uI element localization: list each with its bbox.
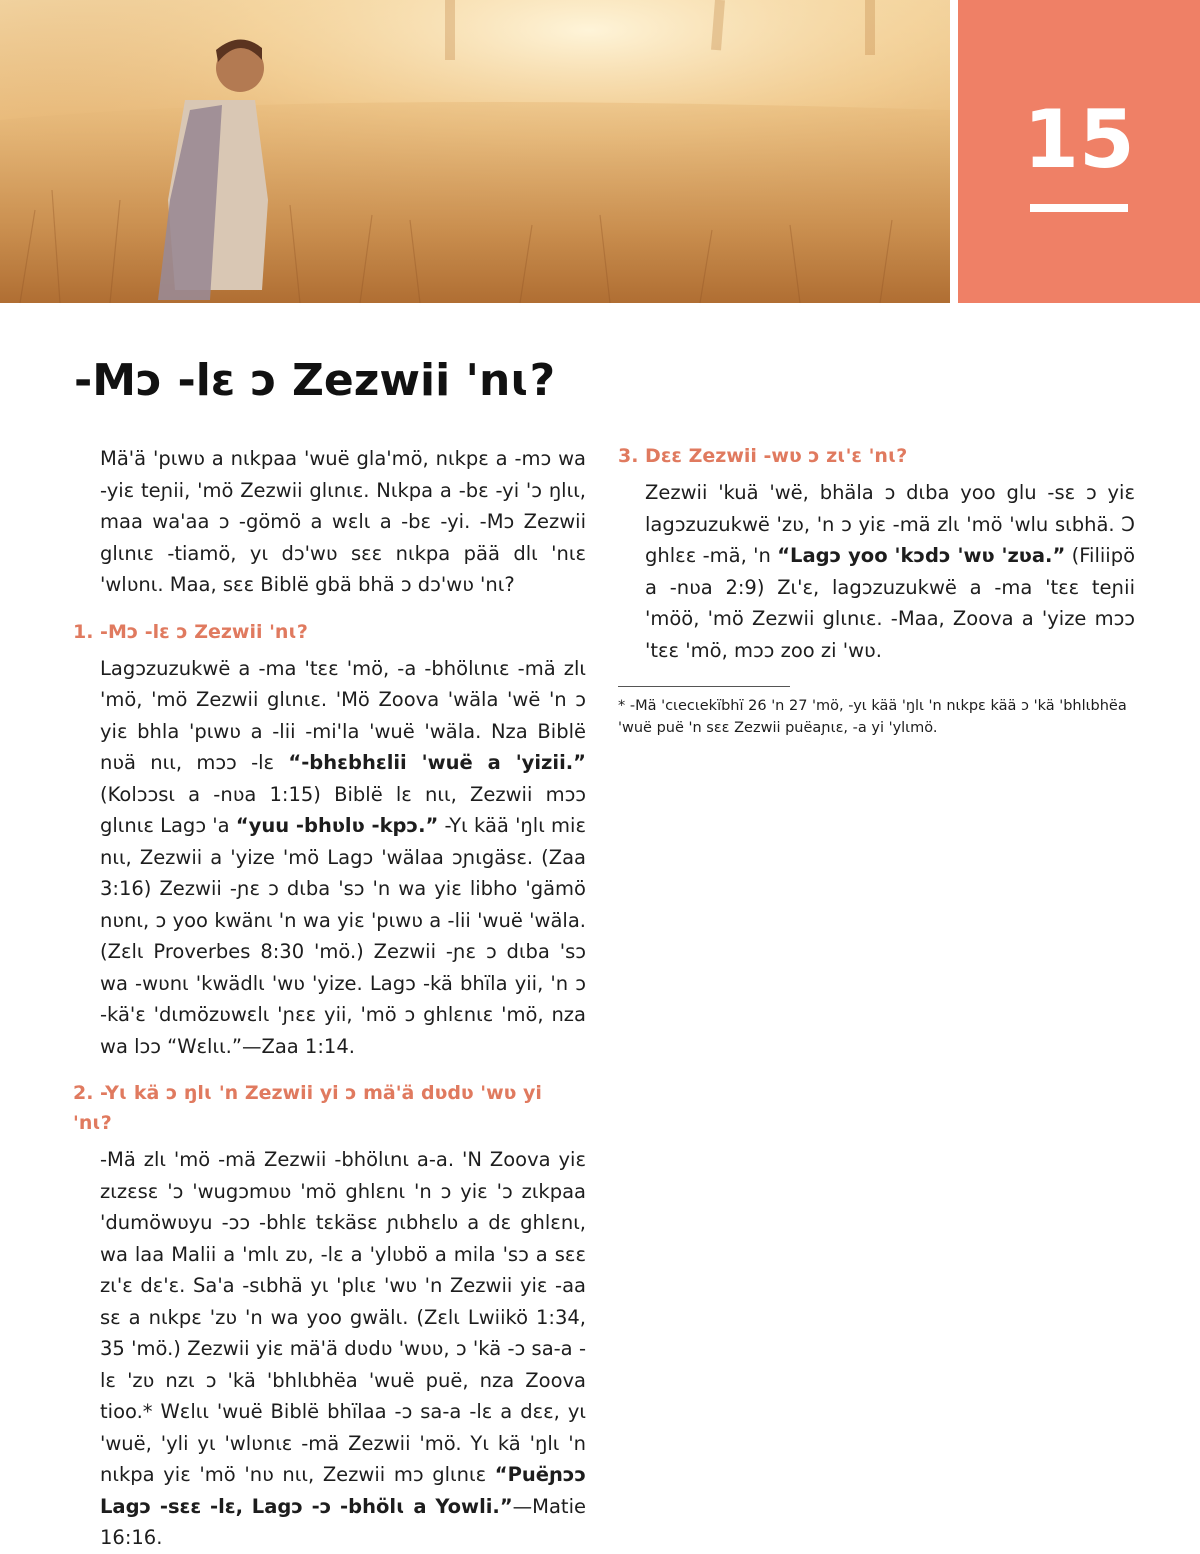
hero-photo — [0, 0, 950, 303]
section-3-paragraph: Zezwii 'kuä 'wë, bhäla ɔ dɩba yoo glu -sɛ ɔ yiɛ lagɔzuzukwë 'zʋ, 'n ɔ yiɛ -mä zlɩ 'mö 'wlu sɩbhä. Ɔ ghlɛɛ -mä, 'n “Lagɔ yoo 'kɔdɔ 'wʋ 'zʋa.” (Filiipö a -nʋa 2:9) Zɩ'ɛ, lagɔzuzukwë a -ma 'tɛɛ teɲii 'möö, 'mö Zezwii glɩnɩɛ. -Maa, Zoova a 'yize mɔɔ 'tɛɛ 'mö, mɔɔ zoo zi 'wʋ. — [645, 481, 1136, 662]
footnote: * -Mä 'cɩecɩekïbhï 26 'n 27 'mö, -yɩ kää 'ŋlɩ 'n nɩkpɛ kää ɔ 'kä 'bhlɩbhëa 'wuë puë 'n sɛɛ Zezwii puëaɲɩɛ, -a yi 'ylɩmö. — [618, 698, 1127, 736]
page-title: -Mɔ -lɛ ɔ Zezwii 'nɩ? — [74, 355, 556, 406]
intro-paragraph: Mä'ä 'pɩwʋ a nɩkpaa 'wuë gla'mö, nɩkpɛ a -mɔ wa -yiɛ teɲii, 'mö Zezwii glɩnɩɛ. Nɩkpa a -bɛ -yi 'ɔ ŋlɩɩ, maa wa'aa ɔ -gömö a wɛlɩ a -bɛ -yi. -Mɔ Zezwii glɩnɩɛ -tiamö, yɩ dɔ'wʋ sɛɛ nɩkpa pää dlɩ 'nɩɛ 'wlʋnɩ. Maa, sɛɛ Biblë gbä bhä ɔ dɔ'wʋ 'nɩ? — [100, 447, 586, 596]
section-heading-2: 2. -Yɩ kä ɔ ŋlɩ 'n Zezwii yi ɔ mä'ä dʋdʋ 'wʋ yi 'nɩ? — [73, 1082, 542, 1134]
section-2-paragraph: -Mä zlɩ 'mö -mä Zezwii -bhölɩnɩ a-a. 'N Zoova yiɛ zɩzɛsɛ 'ɔ 'wugɔmʋʋ 'mö ghlɛnɩ 'n ɔ yiɛ 'ɔ zɩkpaa 'dumöwʋyu -ɔɔ -bhlɛ tɛkäsɛ ɲɩbhɛlʋ a dɛ ghlɛnɩ, wa laa Malii a 'mlɩ zʋ, -lɛ a 'ylʋbö a mila 'sɔ a sɛɛ zɩ'ɛ dɛ'ɛ. Sa'a -sɩbhä yɩ 'plɩɛ 'wʋ 'n Zezwii yiɛ -aa sɛ a nɩkpɛ 'zʋ 'n wa yoo gwälɩ. (Zɛlɩ Lwiikö 1:34, 35 'mö.) Zezwii yiɛ mä'ä dʋdʋ 'wʋʋ, ɔ 'kä -ɔ sa-a -lɛ 'zʋ nzɩ ɔ 'kä 'bhlɩbhëa 'wuë puë, nza Zoova tioo.* Wɛlɩɩ 'wuë Biblë bhïlaa -ɔ sa-a -lɛ a dɛɛ, yɩ 'wuë, 'yli yɩ 'wlʋnɩɛ -mä Zezwii 'mö. Yɩ kä 'ŋlɩ 'n nɩkpa yiɛ 'mö 'nʋ nɩɩ, Zezwii mɔ glɩnɩɛ “Puëɲɔɔ Lagɔ -sɛɛ -lɛ, Lagɔ -ɔ -bhölɩ a Yowli.”—Matie 16:16. — [100, 1148, 586, 1549]
field-illustration — [0, 0, 950, 303]
section-heading-3: 3. Dɛɛ Zezwii -wʋ ɔ zɩ'ɛ 'nɩ? — [618, 445, 908, 467]
chapter-box — [958, 0, 1200, 303]
section-heading-1: 1. -Mɔ -lɛ ɔ Zezwii 'nɩ? — [73, 620, 308, 643]
footnote-rule — [618, 686, 790, 687]
chapter-number: 15 — [1023, 93, 1135, 186]
column-left — [73, 443, 587, 1554]
chapter-rule — [1030, 204, 1128, 212]
section-1-paragraph: Lagɔzuzukwë a -ma 'tɛɛ 'mö, -a -bhölɩnɩɛ -mä zlɩ 'mö, 'mö Zezwii glɩnɩɛ. 'Mö Zoova 'wäla 'wë 'n ɔ yiɛ bhla 'pɩwʋ a -lii -mi'la 'wuë 'wäla. Nza Biblë nʋä nɩɩ, mɔɔ -lɛ “-bhɛbhɛlii 'wuë a 'yizii.” (Kolɔɔsɩ a -nʋa 1:15) Biblë lɛ nɩɩ, Zezwii mɔɔ glɩnɩɛ Lagɔ 'a “yuu -bhʋlʋ -kpɔ.” -Yɩ kää 'ŋlɩ miɛ nɩɩ, Zezwii a 'yize 'mö Lagɔ 'wälaa ɔɲɩgäsɛ. (Zaa 3:16) Zezwii -ɲɛ ɔ dɩba 'sɔ 'n wa yiɛ libho 'gämö nʋnɩ, ɔ yoo kwänɩ 'n wa yiɛ 'pɩwʋ a -lii 'wuë 'wäla. (Zɛlɩ Proverbes 8:30 'mö.) Zezwii -ɲɛ ɔ dɩba 'sɔ wa -wʋnɩ 'kwädlɩ 'wʋ 'yize. Lagɔ -kä bhïla yii, 'n ɔ -kä'ɛ 'dɩmözʋwɛlɩ 'ɲɛɛ yii, 'mö ɔ ghlɛnɩɛ 'mö, nza wa lɔɔ “Wɛlɩɩ.”—Zaa 1:14. — [100, 656, 587, 1058]
column-right — [618, 443, 1136, 739]
